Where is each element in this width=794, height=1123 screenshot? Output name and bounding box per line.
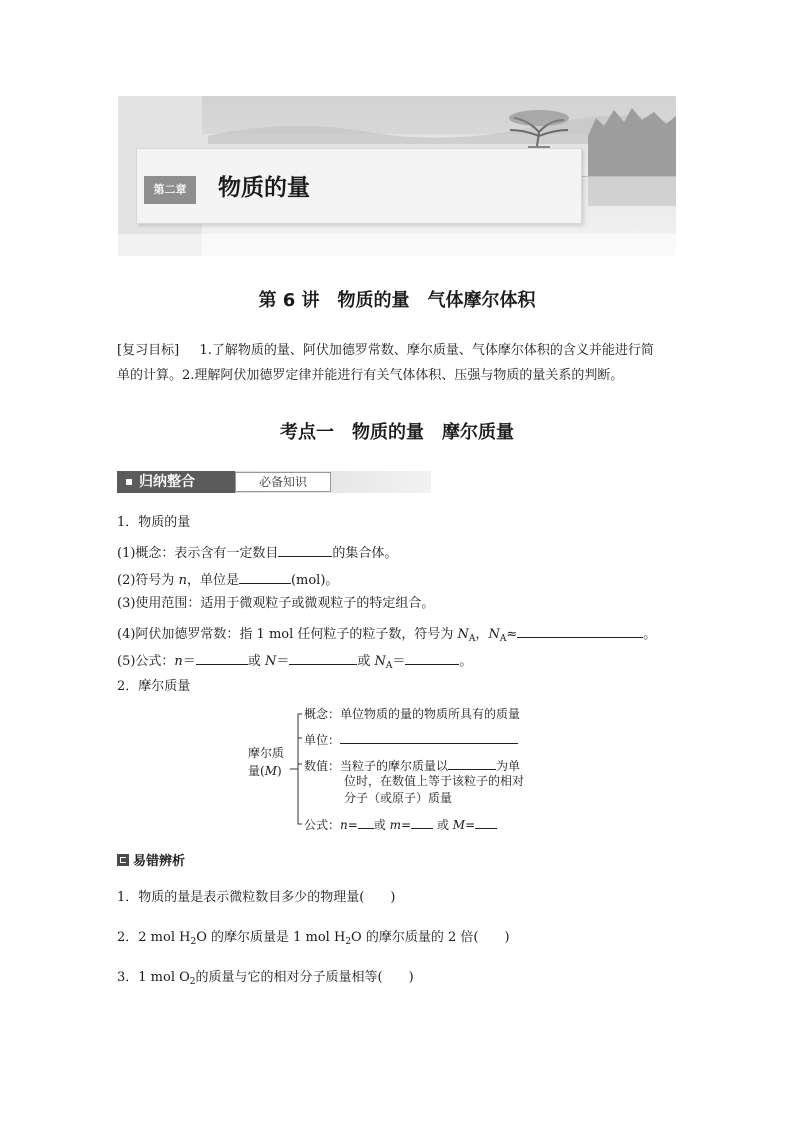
error-analysis-header: 易错辨析 xyxy=(117,854,185,870)
diagram-concept: 概念：单位物质的量的物质所具有的质量 xyxy=(304,707,521,721)
symbol-line: (2)符号为 n，单位是 (mol)。 xyxy=(117,569,338,589)
diagram-value-line-2: 位时，在数值上等于该粒子的相对 xyxy=(344,774,525,788)
tab-summary[interactable]: 归纳整合 xyxy=(117,471,235,493)
section-title: 考点一 物质的量 摩尔质量 xyxy=(280,422,514,443)
chapter-banner xyxy=(118,96,676,256)
molar-mass-diagram xyxy=(244,704,564,834)
lecture-title: 第 6 讲 物质的量 气体摩尔体积 xyxy=(258,290,536,311)
section-tab-bar xyxy=(117,471,431,493)
fill-blank[interactable] xyxy=(289,650,357,665)
item-2-title: 2．摩尔质量 xyxy=(117,679,191,694)
tab-essential-knowledge[interactable]: 必备知识 xyxy=(235,472,331,492)
fill-blank[interactable] xyxy=(358,816,374,829)
review-goals-label: [复习目标] xyxy=(117,343,180,358)
review-goals-line-1: [复习目标] 1.了解物质的量、阿伏加德罗常数、摩尔质量、气体摩尔体积的含义并能进行简 xyxy=(117,343,654,358)
fill-blank[interactable] xyxy=(448,757,496,770)
chapter-tag: 第二章 xyxy=(144,176,196,204)
chapter-title-panel xyxy=(136,148,582,224)
diagram-formula: 公式：n= 或 m= 或 M= xyxy=(304,816,497,833)
error-question-1: 1．物质的量是表示微粒数目多少的物理量( ) xyxy=(117,890,396,905)
review-goals-line-2: 单的计算。2.理解阿伏加德罗定律并能进行有关气体体积、压强与物质的量关系的判断。 xyxy=(117,368,624,383)
usage-scope-line: (3)使用范围：适用于微观粒子或微观粒子的特定组合。 xyxy=(117,596,435,611)
fill-blank[interactable] xyxy=(278,542,332,557)
fill-blank[interactable] xyxy=(411,816,433,829)
square-bullet-icon xyxy=(126,479,132,485)
diagram-root-line-2: 量(M) xyxy=(248,764,282,778)
error-question-2: 2．2 mol $H_2O$ 的摩尔质量是 1 mol $H_2O$ 的摩尔质量的 2 倍( ) xyxy=(117,930,510,947)
diagram-value-line-1: 数值：当粒子的摩尔质量以 为单 xyxy=(304,759,521,773)
fill-blank[interactable] xyxy=(196,650,248,665)
fill-blank[interactable] xyxy=(340,731,518,744)
error-question-3: 3．1 mol $O_2$的质量与它的相对分子质量相等( ) xyxy=(117,970,414,987)
fill-blank[interactable] xyxy=(239,569,291,584)
formula-line: (5)公式：n＝ 或 N＝ 或 $N_A=$ 。 xyxy=(117,650,472,674)
fill-blank[interactable] xyxy=(517,623,643,638)
diagram-unit: 单位： xyxy=(304,731,518,748)
fill-blank[interactable] xyxy=(405,650,459,665)
chapter-title: 物质的量 xyxy=(218,175,310,201)
concept-line: (1)概念：表示含有一定数目 的集合体。 xyxy=(117,542,397,562)
avogadro-line: (4)阿伏加德罗常数：指 1 mol 任何粒子的粒子数，符号为 $N_A$，$N_A\approx$ 。 xyxy=(117,623,656,647)
fill-blank[interactable] xyxy=(475,816,497,829)
error-analysis-icon xyxy=(117,854,129,866)
item-1-title: 1．物质的量 xyxy=(117,515,191,530)
diagram-value-line-3: 分子（或原子）质量 xyxy=(344,791,453,805)
diagram-root-line-1: 摩尔质 xyxy=(248,746,285,760)
